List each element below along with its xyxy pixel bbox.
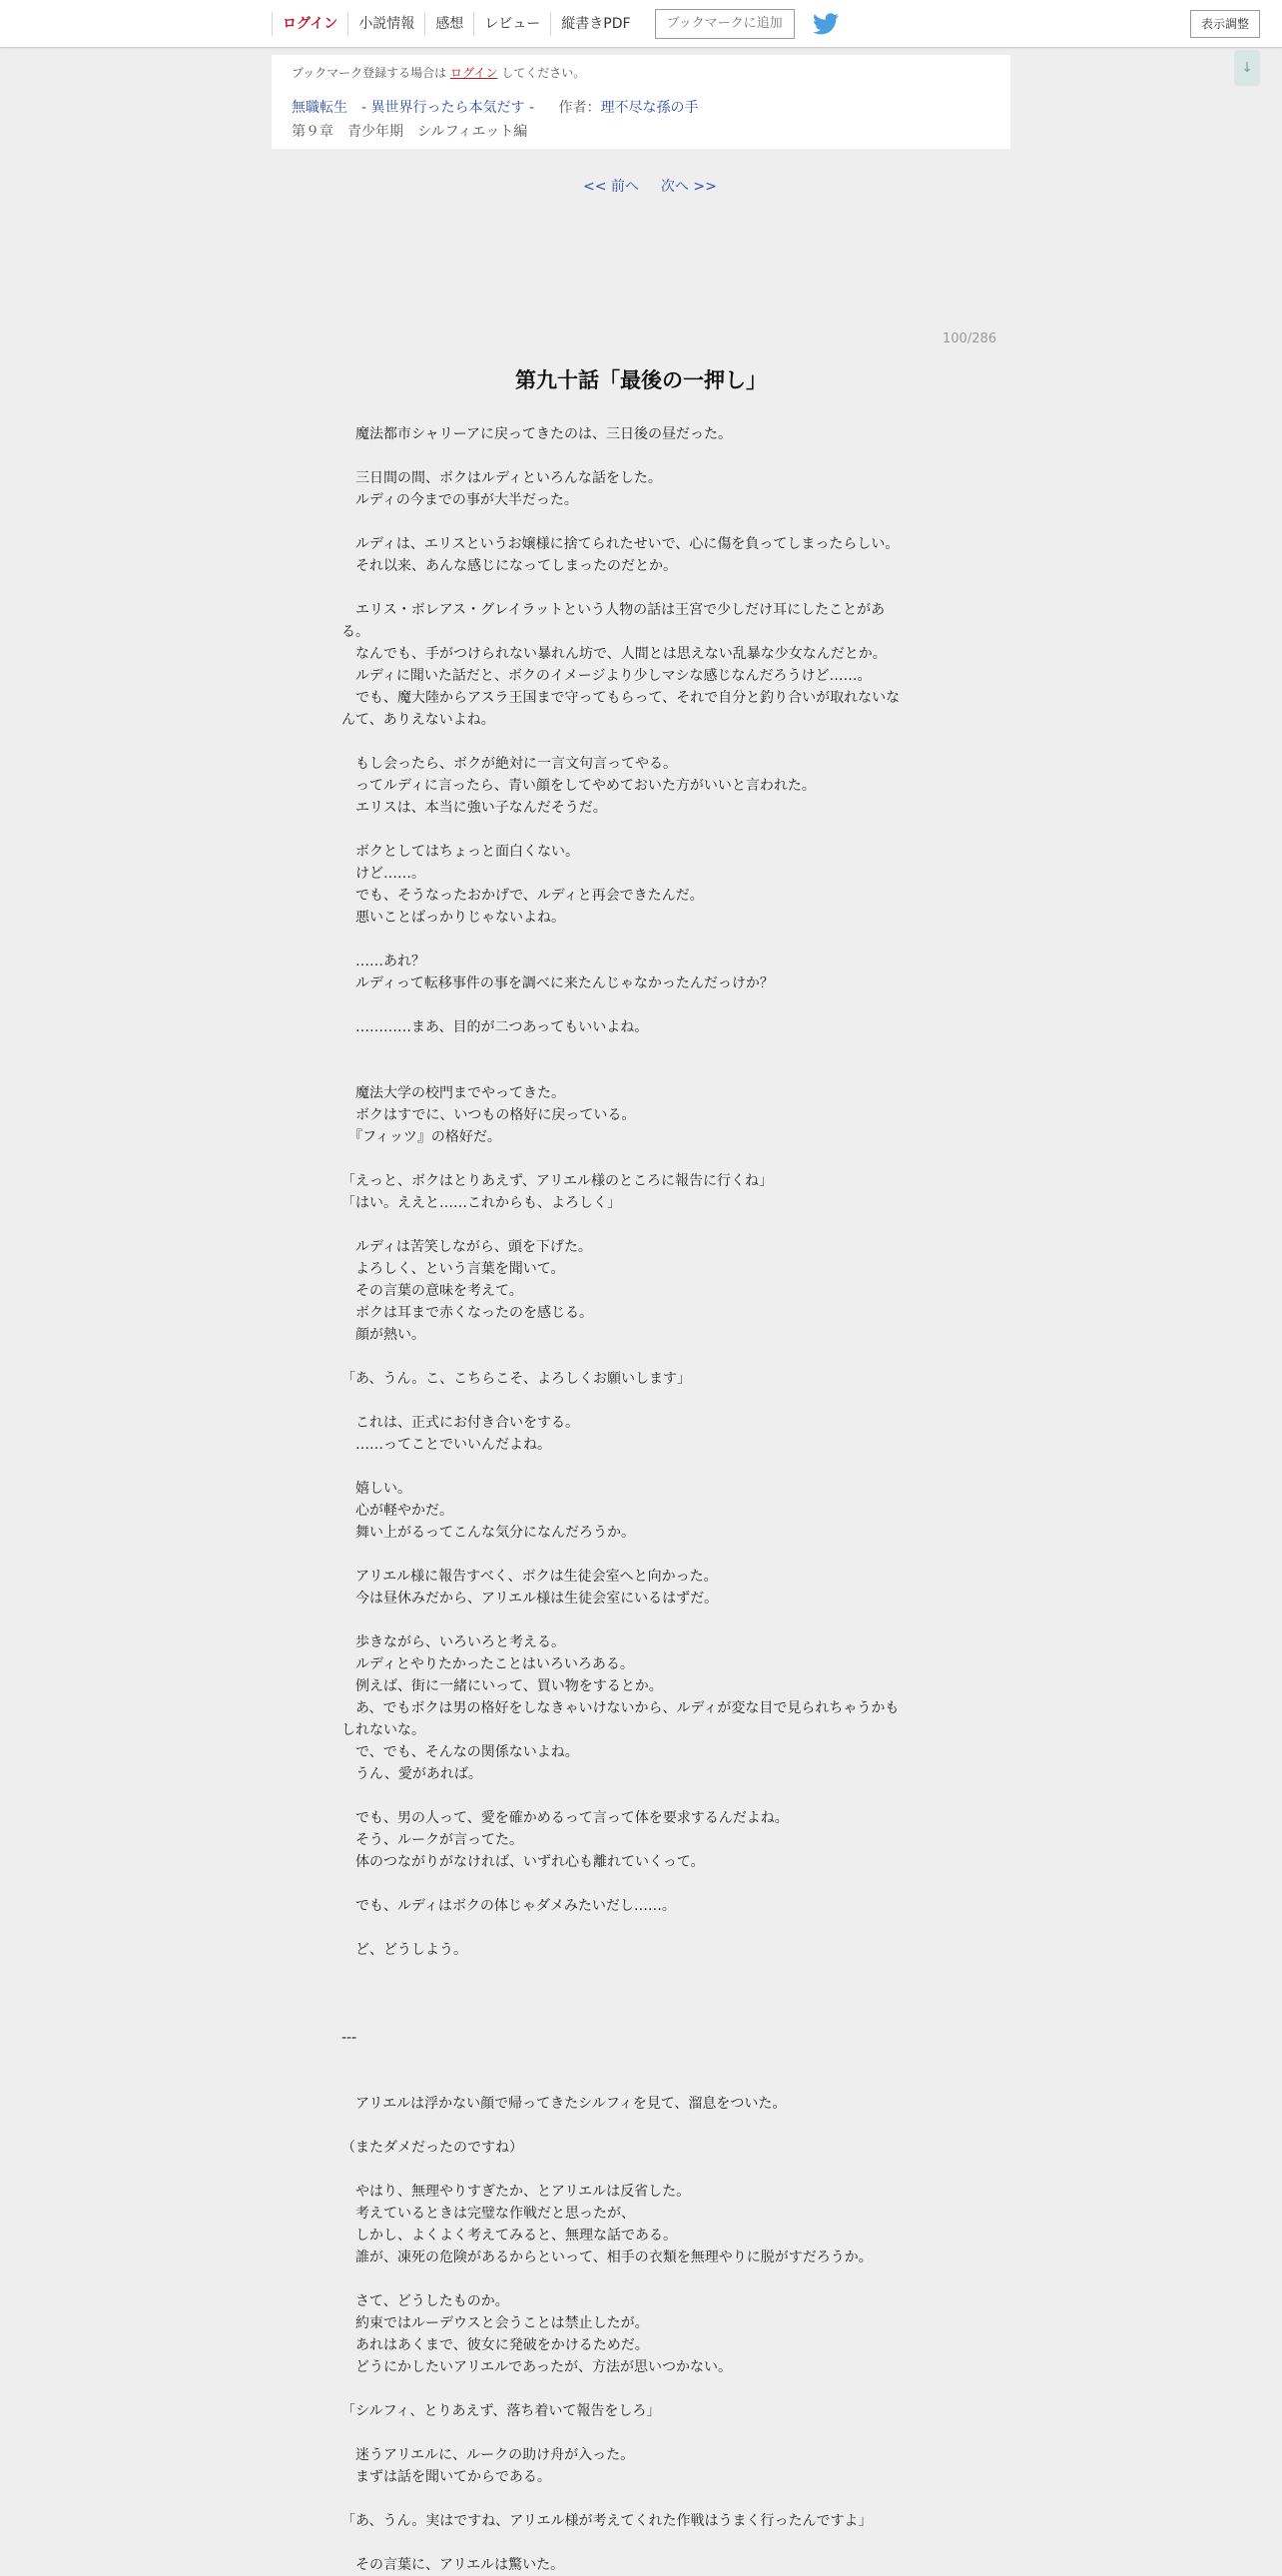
body-line: よろしく、という言葉を聞いて。 <box>341 1261 565 1277</box>
body-line: それ以来、あんな感じになってしまったのだとか。 <box>341 558 677 574</box>
body-line: 歩きながら、いろいろと考える。 <box>341 1634 565 1650</box>
body-line <box>341 1610 946 1631</box>
body-line: でも、男の人って、愛を確かめるって言って体を要求するんだよね。 <box>341 1810 789 1826</box>
body-line <box>341 994 946 1016</box>
bookmark-note-prefix: ブックマーク登録する場合は <box>292 66 447 80</box>
body-line: その言葉に、アリエルは驚いた。 <box>341 2557 565 2573</box>
body-line: ボクはすでに、いつもの格好に戻っている。 <box>341 1107 636 1123</box>
body-line <box>341 1060 946 1082</box>
body-line <box>341 577 946 599</box>
body-line: でも、魔大陸からアスラ王国まで守ってもらって、それで自分と釣り合いが取れないな <box>341 690 901 706</box>
body-line <box>341 2532 946 2554</box>
body-line: あれはあくまで、彼女に発破をかけるためだ。 <box>341 2337 649 2353</box>
bookmark-login-link[interactable]: ログイン <box>450 66 498 80</box>
body-line: ど、どうしよう。 <box>341 1942 467 1958</box>
body-line: ルディは、エリスというお嬢様に捨てられたせいで、心に傷を負ってしまったらしい。 <box>341 536 900 552</box>
body-line <box>341 445 946 467</box>
body-line: 迷うアリエルに、ルークの助け舟が入った。 <box>341 2447 635 2463</box>
body-line: 「はい。ええと……これからも、よろしく」 <box>341 1195 621 1211</box>
body-line <box>341 2488 946 2510</box>
body-line: 舞い上がるってこんな気分になんだろうか。 <box>341 1525 635 1541</box>
body-line <box>341 2378 946 2400</box>
author-link[interactable]: 理不尽な孫の手 <box>600 100 699 116</box>
body-line: 魔法都市シャリーアに戻ってきたのは、三日後の昼だった。 <box>341 426 733 442</box>
body-line: エリスは、本当に強い子なんだそうだ。 <box>341 800 607 816</box>
body-line: 『フィッツ』の格好だ。 <box>341 1129 501 1145</box>
body-line: これは、正式にお付き合いをする。 <box>341 1415 579 1431</box>
body-line <box>341 1214 946 1236</box>
body-line: エリス・ボレアス・グレイラットという人物の話は王宮で少しだけ耳にしたことがあ <box>341 602 886 618</box>
nav-review[interactable]: レビュー <box>473 12 550 36</box>
body-line: 三日間の間、ボクはルディといろんな話をした。 <box>341 470 662 486</box>
body-line: あ、でもボクは男の格好をしなきゃいけないから、ルディが変な目で見られちゃうかも <box>341 1700 900 1716</box>
body-line: けど……。 <box>341 866 425 882</box>
body-line: 考えているときは完璧な作戦だと思ったが、 <box>341 2206 635 2222</box>
body-line <box>341 1983 946 2005</box>
chapter-title: 第９章 青少年期 シルフィエット編 <box>292 124 528 140</box>
nav-impressions[interactable]: 感想 <box>424 12 473 36</box>
pager <box>583 176 739 196</box>
body-line <box>341 2159 946 2181</box>
body-line: やはり、無理やりすぎたか、とアリエルは反省した。 <box>341 2184 691 2200</box>
body-line: ……ってことでいいんだよね。 <box>341 1437 551 1453</box>
body-line: アリエルは浮かない顔で帰ってきたシルフィを見て、溜息をついた。 <box>341 2096 787 2112</box>
novel-title-link[interactable]: 無職転生 - 異世界行ったら本気だす - <box>292 100 535 116</box>
body-line <box>341 1873 946 1895</box>
body-line <box>341 1390 946 1412</box>
prev-link[interactable]: << 前へ <box>583 179 639 195</box>
body-line: もし会ったら、ボクが絶対に一言文句言ってやる。 <box>341 756 677 772</box>
body-line: （またダメだったのですね） <box>341 2140 523 2156</box>
body-line: ルディに聞いた話だと、ボクのイメージより少しマシな感じなんだろうけど……。 <box>341 668 872 684</box>
body-line: さて、どうしたものか。 <box>341 2293 509 2309</box>
bookmark-note-suffix: してください。 <box>501 66 586 80</box>
twitter-bird-icon[interactable] <box>813 13 839 35</box>
body-line: ルディとやりたかったことはいろいろある。 <box>341 1656 634 1672</box>
body-line: ルディは苦笑しながら、頭を下げた。 <box>341 1239 592 1255</box>
body-line: 顔が熱い。 <box>341 1327 425 1343</box>
body-line: うん、愛があれば。 <box>341 1766 482 1782</box>
body-line <box>341 2268 946 2290</box>
body-line <box>341 2049 946 2071</box>
scroll-down-button[interactable]: ↓ <box>1234 50 1260 86</box>
body-line: 嬉しい。 <box>341 1481 411 1497</box>
bookmark-note <box>292 64 585 81</box>
body-line: 「シルフィ、とりあえず、落ち着いて報告をしろ」 <box>341 2403 661 2419</box>
episode-title: 第九十話「最後の一押し」 <box>515 368 767 392</box>
body-line <box>341 731 946 753</box>
body-line: 体のつながりがなければ、いずれ心も離れていくって。 <box>341 1854 705 1870</box>
nav-bar <box>272 12 839 36</box>
novel-body <box>341 423 946 2576</box>
body-line <box>341 1544 946 1566</box>
body-line: でも、そうなったおかげで、ルディと再会できたんだ。 <box>341 888 704 904</box>
body-line: なんでも、手がつけられない暴れん坊で、人間とは思えない乱暴な少女なんだとか。 <box>341 646 887 662</box>
body-line <box>341 819 946 841</box>
body-line: で、でも、そんなの関係ないよね。 <box>341 1744 579 1760</box>
body-line: 悪いことばっかりじゃないよね。 <box>341 910 565 926</box>
body-line: どうにかしたいアリエルであったが、方法が思いつかない。 <box>341 2359 733 2375</box>
body-line <box>341 1038 946 1060</box>
body-line <box>341 511 946 533</box>
body-line: 例えば、街に一緒にいって、買い物をするとか。 <box>341 1678 663 1694</box>
body-line: アリエル様に報告すべく、ボクは生徒会室へと向かった。 <box>341 1569 718 1585</box>
body-line: 「あ、うん。実はですね、アリエル様が考えてくれた作戦はうまく行ったんですよ」 <box>341 2513 873 2529</box>
body-line <box>341 1785 946 1807</box>
next-link[interactable]: 次へ >> <box>660 179 717 195</box>
author-label: 作者： <box>558 100 601 116</box>
body-line <box>341 1346 946 1368</box>
body-line <box>341 929 946 951</box>
body-line: 「えっと、ボクはとりあえず、アリエル様のところに報告に行くね」 <box>341 1173 774 1189</box>
nav-login[interactable]: ログイン <box>272 12 347 36</box>
body-line <box>341 2071 946 2093</box>
body-line: 魔法大学の校門までやってきた。 <box>341 1085 565 1101</box>
body-line: まずは話を聞いてからである。 <box>341 2469 551 2485</box>
body-line: んて、ありえないよね。 <box>341 712 495 728</box>
body-line <box>341 2422 946 2444</box>
display-settings-button[interactable]: 表示調整 <box>1190 10 1260 38</box>
body-line: 「あ、うん。こ、こちらこそ、よろしくお願いします」 <box>341 1371 691 1387</box>
body-line: しれないな。 <box>341 1722 425 1738</box>
body-line: その言葉の意味を考えて。 <box>341 1283 523 1299</box>
site-header <box>0 0 1282 48</box>
body-line: 誰が、凍死の危険があるからといって、相手の衣類を無理やりに脱がすだろうか。 <box>341 2250 873 2265</box>
body-line: ルディの今までの事が大半だった。 <box>341 492 578 508</box>
body-line: る。 <box>341 624 369 640</box>
body-line: ってルディに言ったら、青い顔をしてやめておいた方がいいと言われた。 <box>341 778 816 794</box>
body-line: 今は昼休みだから、アリエル様は生徒会室にいるはずだ。 <box>341 1591 719 1607</box>
body-line <box>341 1917 946 1939</box>
body-line: しかし、よくよく考えてみると、無理な話である。 <box>341 2228 677 2244</box>
body-line: ルディって転移事件の事を調べに来たんじゃなかったんだっけか？ <box>341 975 774 991</box>
nav-novel-info[interactable]: 小説情報 <box>347 12 424 36</box>
body-line: ボクとしてはちょっと面白くない。 <box>341 844 579 860</box>
body-line: ボクは耳まで赤くなったのを感じる。 <box>341 1305 593 1321</box>
body-line: ……あれ？ <box>341 954 425 969</box>
page-count: 100/286 <box>943 331 997 346</box>
novel-info-box <box>272 55 1010 149</box>
body-line: 心が軽やかだ。 <box>341 1503 453 1519</box>
body-line: …………まあ、目的が二つあってもいいよね。 <box>341 1019 649 1035</box>
body-line <box>341 2005 946 2027</box>
novel-title-line <box>292 97 698 117</box>
body-line <box>341 1148 946 1170</box>
nav-vertical-pdf[interactable]: 縦書きPDF <box>550 12 640 36</box>
body-line: そう、ルークが言ってた。 <box>341 1832 523 1848</box>
body-line <box>341 1456 946 1478</box>
body-line: でも、ルディはボクの体じゃダメみたいだし……。 <box>341 1898 676 1914</box>
body-line: 約束ではルーデウスと会うことは禁止したが。 <box>341 2315 649 2331</box>
body-line <box>341 2115 946 2137</box>
body-line: --- <box>341 2030 357 2046</box>
body-line <box>341 1961 946 1983</box>
add-bookmark-button[interactable]: ブックマークに追加 <box>655 9 795 39</box>
